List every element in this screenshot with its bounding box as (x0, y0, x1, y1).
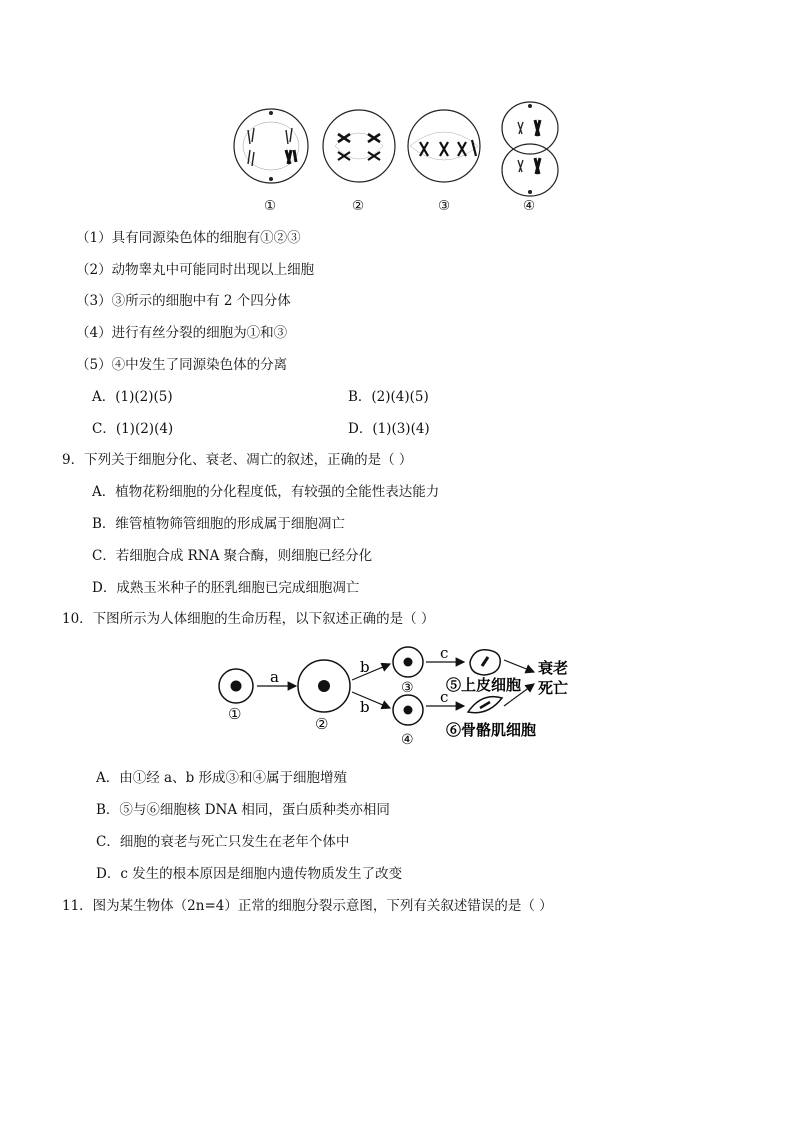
label-c2: c (440, 688, 449, 706)
label-aging: 衰老 (538, 659, 569, 677)
figure1-label-2: ② (352, 198, 365, 214)
q9-option-d[interactable]: D．成熟玉米种子的胚乳细胞已完成细胞凋亡 (92, 580, 360, 596)
diagram-label-1: ① (228, 705, 242, 723)
figure1-label-4: ④ (523, 198, 536, 214)
q11-stem: 11．图为某生物体（2n=4）正常的细胞分裂示意图，下列有关叙述错误的是（ ） (62, 898, 553, 914)
label-a: a (270, 668, 279, 686)
cell-2 (323, 110, 395, 182)
q8-statement-5: （5）④中发生了同源染色体的分离 (76, 357, 288, 373)
cell-4 (502, 102, 558, 196)
diagram-label-2: ② (315, 715, 329, 733)
q9-option-b[interactable]: B．维管植物筛管细胞的形成属于细胞凋亡 (92, 516, 345, 532)
label-c1: c (440, 644, 449, 662)
q8-statement-2: （2）动物睾丸中可能同时出现以上细胞 (76, 262, 315, 278)
q9-option-a[interactable]: A．植物花粉细胞的分化程度低，有较强的全能性表达能力 (92, 484, 440, 500)
label-b1: b (360, 658, 370, 676)
q10-option-c[interactable]: C．细胞的衰老与死亡只发生在老年个体中 (96, 834, 350, 850)
q8-option-b[interactable]: B．(2)(4)(5) (348, 389, 429, 405)
cell-3 (408, 110, 480, 182)
q10-option-d[interactable]: D．c 发生的根本原因是细胞内遗传物质发生了改变 (96, 866, 403, 882)
figure1-label-3: ③ (438, 198, 451, 214)
q10-option-b[interactable]: B．⑤与⑥细胞核 DNA 相同，蛋白质种类亦相同 (96, 802, 390, 818)
label-3: ③ (401, 680, 414, 696)
label-4: ④ (401, 732, 414, 748)
q8-option-a[interactable]: A．(1)(2)(5) (92, 389, 173, 405)
figure1-label-1: ① (264, 198, 277, 214)
label-muscle-cell: ⑥骨骼肌细胞 (446, 721, 537, 739)
cell-life-history-diagram (212, 640, 582, 752)
cell-division-figure (228, 100, 573, 218)
q9-option-c[interactable]: C．若细胞合成 RNA 聚合酶，则细胞已经分化 (92, 548, 373, 564)
q10-option-a[interactable]: A．由①经 a、b 形成③和④属于细胞增殖 (96, 770, 348, 786)
q8-option-c[interactable]: C．(1)(2)(4) (92, 421, 174, 437)
label-death: 死亡 (538, 679, 569, 697)
q8-statement-1: （1）具有同源染色体的细胞有①②③ (76, 230, 301, 246)
q8-statement-4: （4）进行有丝分裂的细胞为①和③ (76, 325, 288, 341)
q10-stem: 10．下图所示为人体细胞的生命历程，以下叙述正确的是（ ） (62, 611, 435, 627)
label-b2: b (360, 698, 370, 716)
q9-stem: 9．下列关于细胞分化、衰老、凋亡的叙述，正确的是（ ） (62, 452, 413, 468)
label-epithelial-cell: ⑤上皮细胞 (446, 676, 522, 694)
q8-statement-3: （3）③所示的细胞中有 2 个四分体 (76, 293, 291, 309)
q8-option-d[interactable]: D．(1)(3)(4) (348, 421, 430, 437)
cell-1 (234, 109, 308, 183)
